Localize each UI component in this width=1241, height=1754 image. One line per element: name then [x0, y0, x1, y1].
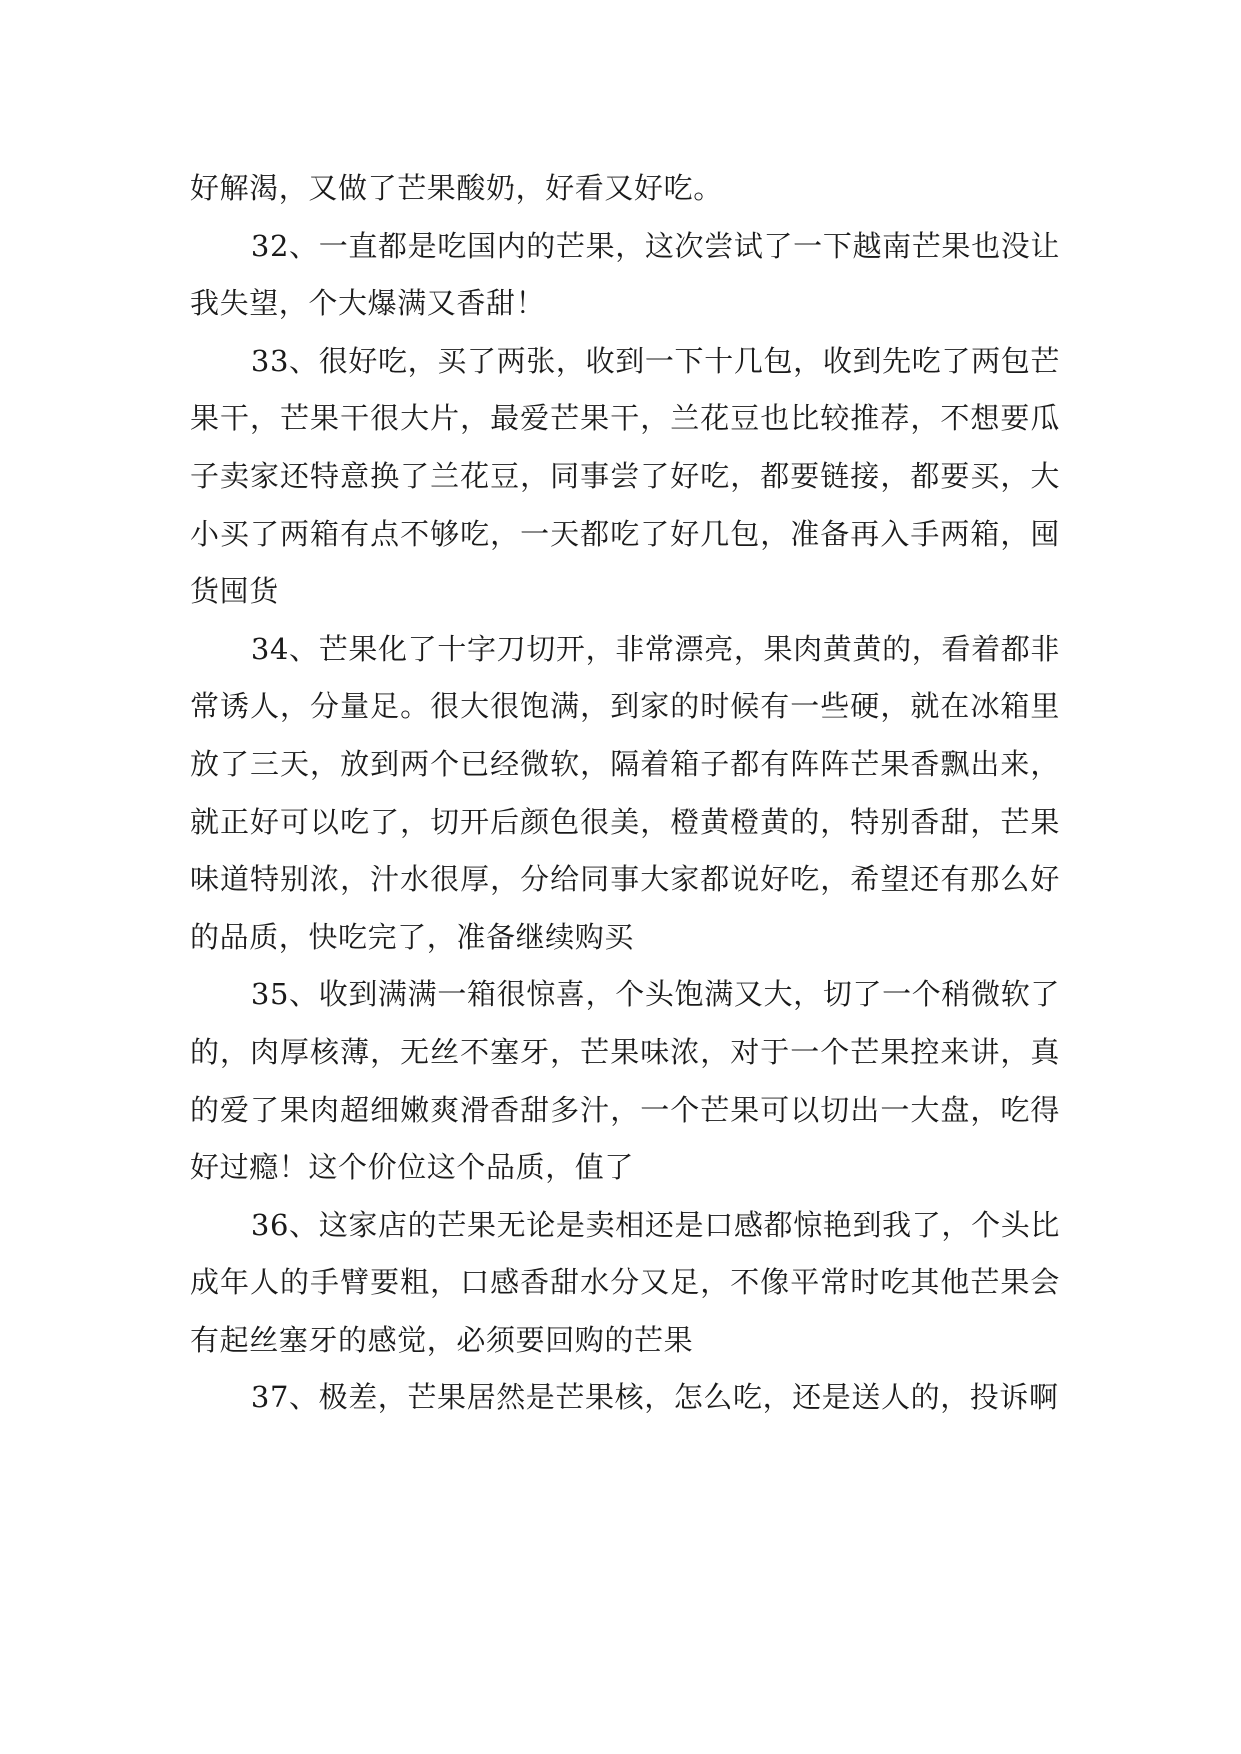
paragraph-36: 36、这家店的芒果无论是卖相还是口感都惊艳到我了，个头比成年人的手臂要粗，口感香甜水分又足，不像平常时吃其他芒果会有起丝塞牙的感觉，必须要回购的芒果 [190, 1207, 1060, 1357]
paragraph-35: 35、收到满满一箱很惊喜，个头饱满又大，切了一个稍微软了的，肉厚核薄，无丝不塞牙，芒果味浓，对于一个芒果控来讲，真的爱了果肉超细嫩爽滑香甜多汁，一个芒果可以切出一大盘，吃得好过瘾！这个价位这个品质，值了 [190, 977, 1060, 1185]
paragraph-33: 33、很好吃，买了两张，收到一下十几包，收到先吃了两包芒果干，芒果干很大片，最爱芒果干，兰花豆也比较推荐，不想要瓜子卖家还特意换了兰花豆，同事尝了好吃，都要链接，都要买，大小买了两箱有点不够吃，一天都吃了好几包，准备再入手两箱，囤货囤货 [190, 343, 1060, 609]
paragraph-37: 37、极差，芒果居然是芒果核，怎么吃，还是送人的，投诉啊 [250, 1380, 1059, 1415]
paragraph-34: 34、芒果化了十字刀切开，非常漂亮，果肉黄黄的，看着都非常诱人，分量足。很大很饱满，到家的时候有一些硬，就在冰箱里放了三天，放到两个已经微软，隔着箱子都有阵阵芒果香飘出来，就正好可以吃了，切开后颜色很美，橙黄橙黄的，特别香甜，芒果味道特别浓，汁水很厚，分给同事大家都说好吃，希望还有那么好的品质，快吃完了，准备继续购买 [190, 631, 1060, 954]
paragraph-32: 32、一直都是吃国内的芒果，这次尝试了一下越南芒果也没让我失望，个大爆满又香甜！ [190, 228, 1060, 321]
document-body [190, 160, 1060, 1427]
paragraph-31-continuation: 好解渴，又做了芒果酸奶，好看又好吃。 [190, 171, 723, 205]
